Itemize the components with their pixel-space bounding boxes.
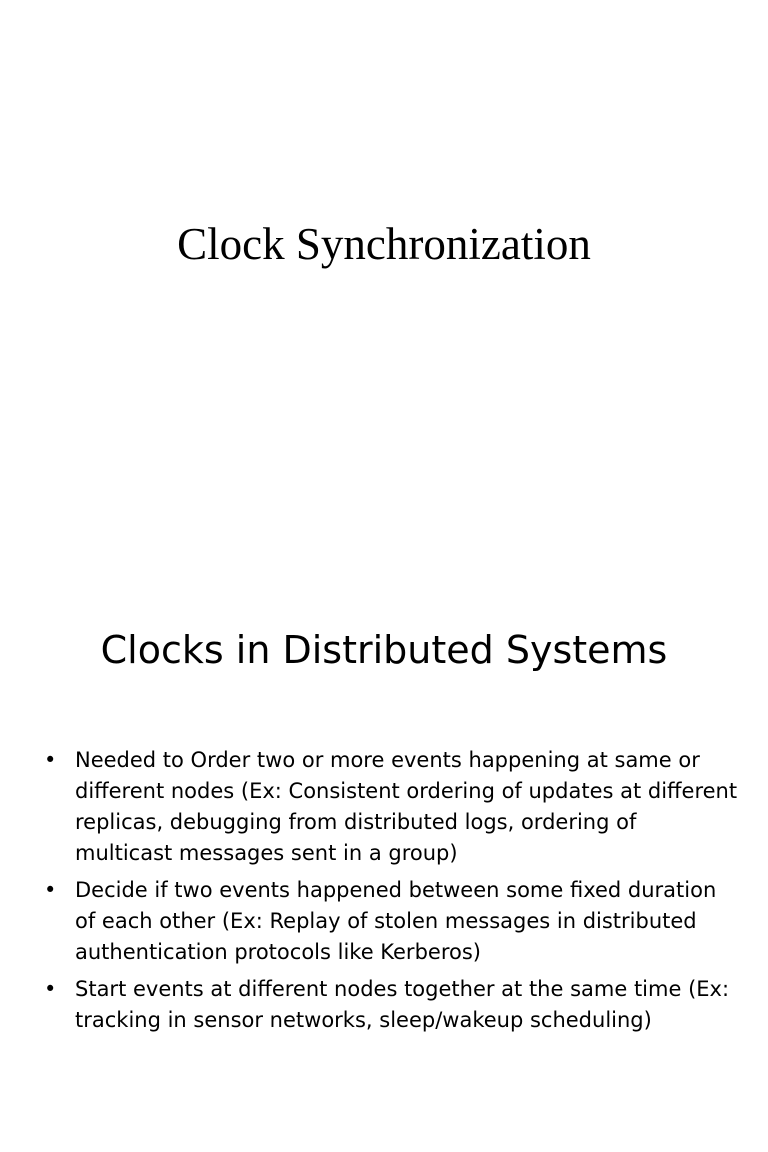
bullet-text-3: Start events at different nodes together at the same time (Ex: tracking in sensor networks, sleep/wakeup scheduling) (75, 977, 730, 1032)
slide-1-title: Clock Synchronization (177, 219, 591, 269)
bullet-dot-icon: • (44, 748, 57, 772)
bullet-dot-icon: • (44, 878, 57, 902)
bullet-text-1: Needed to Order two or more events happening at same or different nodes (Ex: Consistent ordering of updates at different replicas, debugging from distributed logs, ordering of multicast messages sent in a group) (75, 748, 738, 865)
bullet-text-2: Decide if two events happened between some fixed duration of each other (Ex: Replay of stolen messages in distributed authentication protocols like Kerberos) (75, 878, 717, 964)
bullet-item-2 (40, 875, 740, 968)
bullet-item-3 (40, 974, 740, 1036)
bullet-list (40, 745, 740, 1042)
bullet-item-1 (40, 745, 740, 869)
slide-2 (0, 576, 768, 1152)
bullet-dot-icon: • (44, 977, 57, 1001)
slide-2-title: Clocks in Distributed Systems (100, 628, 668, 672)
